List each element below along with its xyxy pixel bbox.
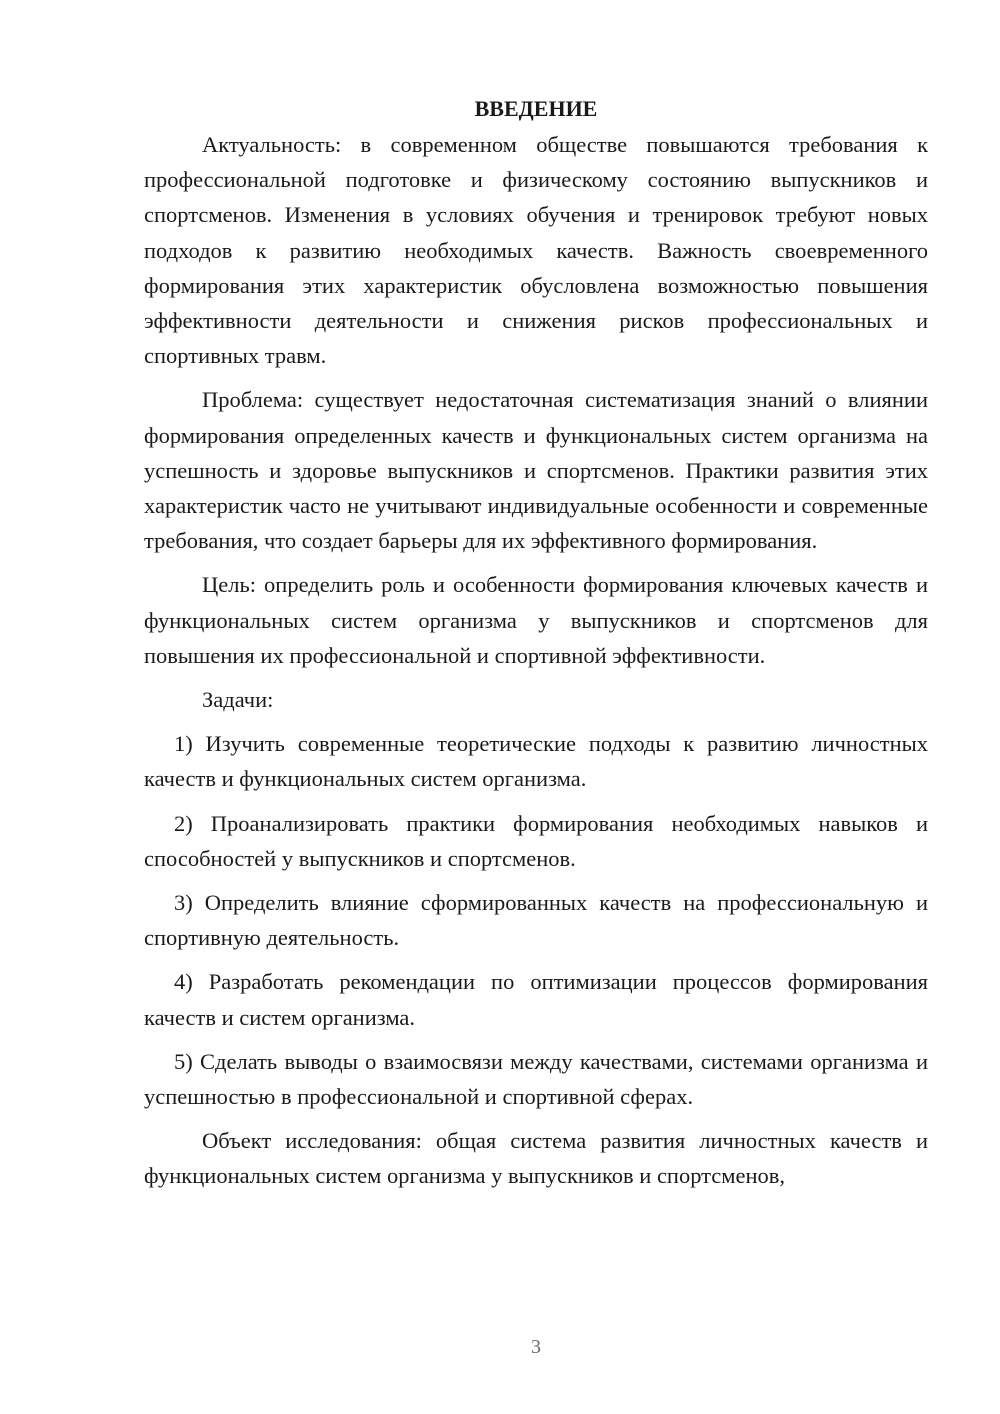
task-item-2: 2) Проанализировать практики формирования необходимых навыков и способностей у выпускников и спортсменов. — [144, 810, 928, 871]
section-title: ВВЕДЕНИЕ — [474, 96, 598, 121]
tasks-heading: Задачи: — [202, 687, 274, 713]
paragraph-goal: Цель: определить роль и особенности формирования ключевых качеств и функциональных систем организма у выпускников и спортсменов для повышения их профессиональной и спортивной эффективности. — [144, 572, 928, 668]
task-item-4: 4) Разработать рекомендации по оптимизации процессов формирования качеств и систем организма. — [144, 969, 928, 1030]
paragraph-object: Объект исследования: общая система развития личностных качеств и функциональных систем организма у выпускников и спортсменов, — [144, 1128, 928, 1189]
task-item-1: 1) Изучить современные теоретические подходы к развитию личностных качеств и функциональных систем организма. — [144, 731, 928, 792]
page-number: 3 — [531, 1336, 541, 1358]
page-content — [144, 92, 928, 1194]
task-item-3: 3) Определить влияние сформированных качеств на профессиональную и спортивную деятельность. — [144, 890, 928, 951]
task-item-5: 5) Сделать выводы о взаимосвязи между качествами, системами организма и успешностью в профессиональной и спортивной сферах. — [144, 1048, 928, 1110]
paragraph-relevance: Актуальность: в современном обществе повышаются требования к профессиональной подготовке и физическому состоянию выпускников и спортсменов. Изменения в условиях обучения и тренировок требуют новых подходов к развитию необходимых качеств. Важность своевременного формирования этих характеристик обусловлена возможностью повышения эффективности деятельности и снижения рисков профессиональных и спортивных травм. — [144, 132, 928, 369]
paragraph-problem: Проблема: существует недостаточная систематизация знаний о влиянии формирования определенных качеств и функциональных систем организма на успешность и здоровье выпускников и спортсменов. Практики развития этих характеристик часто не учитывают индивидуальные особенности и современные требования, что создает барьеры для их эффективного формирования. — [144, 387, 928, 554]
